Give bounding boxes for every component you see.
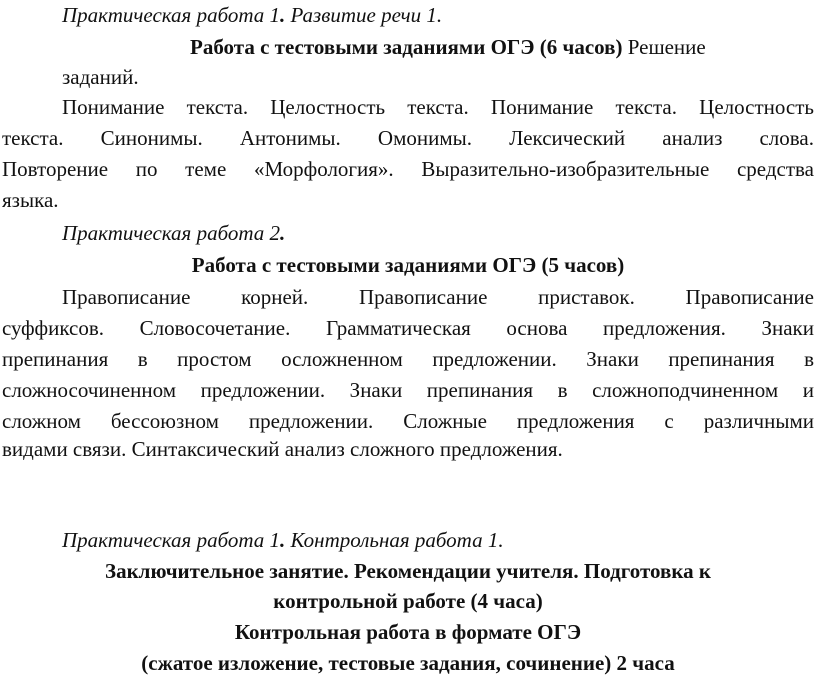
section2-para-line: сложном бессоюзном предложении. Сложные предложения с различными xyxy=(2,409,814,433)
section3-title-line: Контрольная работа в формате ОГЭ xyxy=(234,620,582,644)
section3-title-line: Заключительное занятие. Рекомендации учителя. Подготовка к xyxy=(105,559,711,583)
section1-heading-dot: . xyxy=(280,3,286,27)
section1-heading-label: Практическая работа 1 xyxy=(62,3,281,27)
section1-para-line: Повторение по теме «Морфология». Выразительно-изобразительные средства xyxy=(2,157,814,181)
section2-heading-label: Практическая работа 2 xyxy=(62,221,281,245)
section1-heading-rest: Развитие речи 1. xyxy=(285,3,443,27)
section2-para-line: суффиксов. Словосочетание. Грамматическая основа предложения. Знаки xyxy=(2,316,814,340)
section1-para-line: текста. Синонимы. Антонимы. Омонимы. Лексический анализ слова. xyxy=(2,126,814,150)
section3-title-line: контрольной работе (4 часа) xyxy=(273,589,543,613)
section2-para-line: сложносочиненном предложении. Знаки препинания в сложноподчиненном и xyxy=(2,378,814,402)
section2-heading xyxy=(62,219,285,247)
section1-para-line: Понимание текста. Целостность текста. Понимание текста. Целостность xyxy=(62,95,814,119)
section2-para-line: препинания в простом осложненном предложении. Знаки препинания в xyxy=(2,347,814,371)
section3-heading-rest: Контрольная работа 1. xyxy=(285,528,504,552)
section2-para-line: видами связи. Синтаксический анализ сложного предложения. xyxy=(2,437,563,461)
section3-heading xyxy=(62,526,504,554)
section1-para-line: языка. xyxy=(2,188,59,212)
section1-heading xyxy=(62,1,442,29)
section3-title-line: (сжатое изложение, тестовые задания, сочинение) 2 часа xyxy=(141,651,675,675)
section3-heading-dot: . xyxy=(280,528,286,552)
section1-title-bold: Работа с тестовыми заданиями ОГЭ (6 часов) xyxy=(190,35,623,59)
section1-title-cont: заданий. xyxy=(62,65,139,89)
section2-para-line: Правописание корней. Правописание приставок. Правописание xyxy=(62,285,814,309)
section1-title-rest: Решение xyxy=(622,35,706,59)
section1-title xyxy=(190,33,706,61)
section2-title: Работа с тестовыми заданиями ОГЭ (5 часов) xyxy=(191,253,625,277)
section2-heading-dot: . xyxy=(280,221,286,245)
section3-heading-label: Практическая работа 1 xyxy=(62,528,281,552)
